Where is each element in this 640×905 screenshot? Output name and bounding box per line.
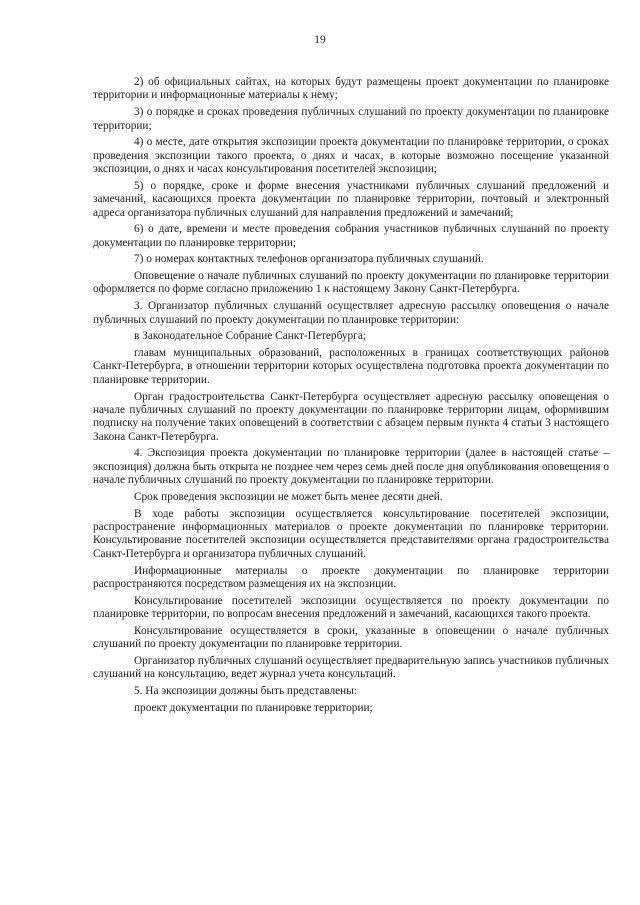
page-number: 19: [314, 34, 326, 46]
paragraph: в Законодательное Собрание Санкт-Петербурга;: [134, 330, 366, 343]
paragraph: Оповещение о начале публичных слушаний по проекту документации по планировке территории оформляется по форме согласно приложению 1 к настоящему Закону Санкт-Петербурга.: [93, 270, 609, 296]
paragraph: 3) о порядке и сроках проведения публичных слушаний по проекту документации по планировке территории;: [93, 106, 609, 132]
paragraph: 5) о порядке, сроке и форме внесения участниками публичных слушаний предложений и замечаний, касающихся проекта документации по планировке территории, почтовый и электронный адреса организатора публичных слушаний для направления предложений и замечаний;: [93, 179, 609, 219]
paragraph: Информационные материалы о проекте документации по планировке территории распространяются посредством размещения их на экспозиции.: [93, 564, 609, 590]
document-body: [93, 76, 609, 718]
paragraph: Консультирование посетителей экспозиции осуществляется по проекту документации по планировке территории, по вопросам внесения предложений и замечаний, касающихся такого проекта.: [93, 594, 609, 621]
paragraph: Консультирование осуществляется в сроки, указанные в оповещении о начале публичных слушаний по проекту документации по планировке территории.: [93, 624, 609, 651]
paragraph: проект документации по планировке территории;: [134, 701, 373, 714]
paragraph: Организатор публичных слушаний осуществляет предварительную запись участников публичных слушаний на консультацию, ведет журнал учета консультаций.: [93, 654, 609, 681]
paragraph: 7) о номерах контактных телефонов организатора публичных слушаний.: [134, 253, 484, 266]
paragraph: Орган градостроительства Санкт-Петербурга осуществляет адресную рассылку оповещения о начале публичных слушаний по проекту документации по планировке территории лицам, оформившим подписку на получение таких оповещений в соответствии с абзацем первым пункта 4 статьи 3 настоящего Закона Санкт-Петербурга.: [93, 390, 609, 443]
paragraph: Срок проведения экспозиции не может быть менее десяти дней.: [134, 490, 443, 503]
paragraph: 4. Экспозиция проекта документации по планировке территории (далее в настоящей статье – экспозиция) должна быть открыта не позднее чем через семь дней после дня опубликования оповещения о начале публичных слушаний по проекту документации по планировке территории.: [93, 447, 609, 487]
paragraph: В ходе работы экспозиции осуществляется консультирование посетителей экспозиции, распространение информационных материалов о проекте документации по планировке территории. Консультирование посетителей экспозиции осуществляется представителями органа градостроительства Санкт-Петербурга и организатора публичных слушаний.: [93, 507, 609, 560]
paragraph: главам муниципальных образований, расположенных в границах соответствующих районов Санкт-Петербурга, в отношении территории которых осуществлена подготовка проекта документации по планировке территории.: [93, 346, 609, 386]
paragraph: 5. На экспозиции должны быть представлены:: [134, 685, 357, 697]
paragraph: 6) о дате, времени и месте проведения собрания участников публичных слушаний по проекту документации по планировке территории;: [93, 223, 609, 249]
paragraph: 2) об официальных сайтах, на которых будут размещены проект документации по планировке территории и информационные материалы к нему;: [93, 76, 609, 102]
paragraph: 3. Организатор публичных слушаний осуществляет адресную рассылку оповещения о начале публичных слушаний по проекту документации по планировке территории:: [93, 300, 609, 326]
paragraph: 4) о месте, дате открытия экспозиции проекта документации по планировке территории, о сроках проведения экспозиции такого проекта, о днях и часах, в которые возможно посещение указанной экспозиции, о днях и часах консультирования посетителей экспозиции;: [93, 136, 609, 176]
